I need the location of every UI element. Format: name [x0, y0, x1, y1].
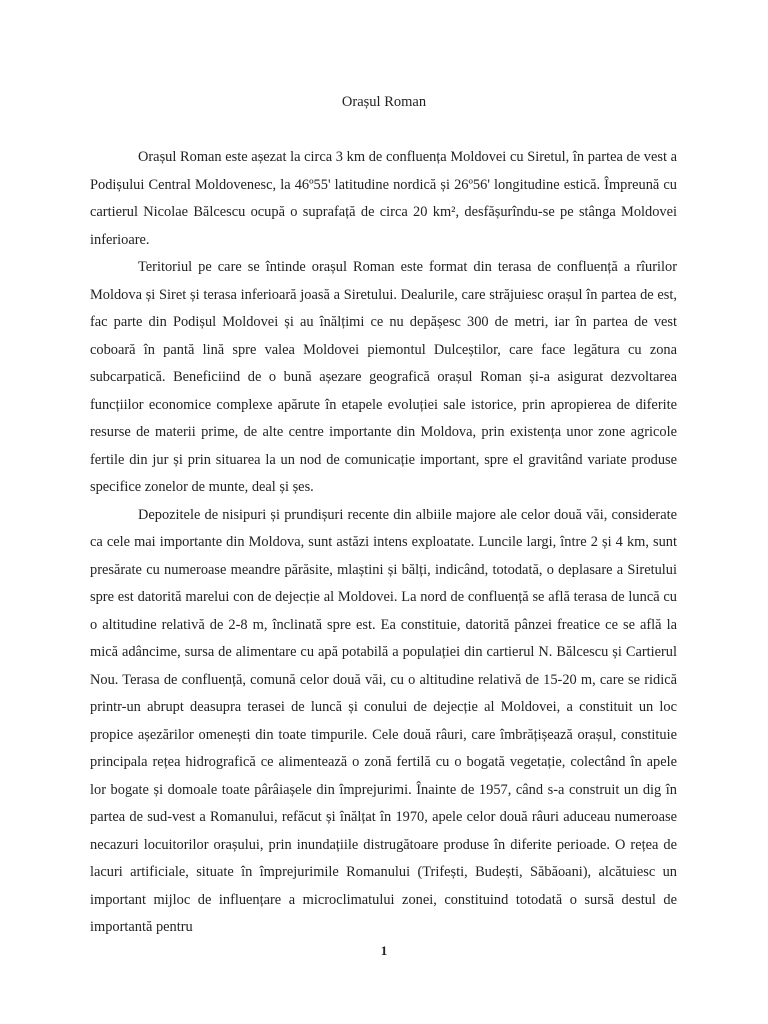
paragraph-deposits: Depozitele de nisipuri și prundișuri recente din albiile majore ale celor două văi, considerate ca cele mai importante din Moldova, sunt astăzi intens exploatate. Luncile largi, între 2 și 4 km, sunt presărate cu numeroase meandre părăsite, mlaștini și bălți, indicând, totodată, o deplasare a Siretului spre est datorită marelui con de dejecție al Moldovei. La nord de confluență se află terasa de luncă cu o altitudine relativă de 2-8 m, înclinată spre est. Ea constituie, datorită pânzei freatice ce se află la mică adâncime, sursa de alimentare cu apă potabilă a populației din cartierul N. Bălcescu și Cartierul Nou. Terasa de confluență, comună celor două văi, cu o altitudine relativă de 15-20 m, care se ridică printr-un abrupt deasupra terasei de luncă și conului de dejecție al Moldovei, a constituit un loc propice așezărilor omenești din toate timpurile. Cele două râuri, care îmbrățișează orașul, constituie principala rețea hidrografică ce alimentează o zonă fertilă cu o bogată vegetație, colectând în apele lor bogate și domoale toate pârâiașele din împrejurimi. Înainte de 1957, când s-a construit un dig în partea de sud-vest a Romanului, refăcut și înălțat în 1970, apele celor două râuri aduceau numeroase necazuri locuitorilor orașului, prin inundațiile distrugătoare produse în diferite perioade. O rețea de lacuri artificiale, situate în împrejurimile Romanului (Trifești, Budești, Săbăoani), alcătuiesc un important mijloc de influențare a microclimatului zonei, constituind totodată o sursă destul de importantă pentru	[90, 506, 677, 935]
page-number: 1	[380, 943, 388, 958]
document-title: Orașul Roman	[341, 94, 427, 110]
document-body	[90, 144, 677, 942]
paragraph-territory: Teritoriul pe care se întinde orașul Roman este format din terasa de confluență a rîurilor Moldova și Siret și terasa inferioară joasă a Siretului. Dealurile, care străjuiesc orașul în partea de est, fac parte din Podișul Moldovei și au înălțimi ce nu depășesc 300 de metri, iar în partea de vest coboară în pantă lină spre valea Moldovei piemontul Dulceștilor, care face legătura cu zona subcarpatică. Beneficiind de o bună așezare geografică orașul Roman și-a asigurat dezvoltarea funcțiilor economice complexe apărute în etapele evoluției sale istorice, prin apropierea de diferite resurse de materii prime, de alte centre importante din Moldova, prin existența unor zone agricole fertile din jur și prin situarea la un nod de comunicație important, spre el gravitând variate produse specifice zonelor de munte, deal și șes.	[90, 259, 677, 495]
paragraph-location: Orașul Roman este așezat la circa 3 km de confluența Moldovei cu Siretul, în partea de vest a Podișului Central Moldovenesc, la 46º55' latitudine nordică și 26º56' longitudine estică. Împreună cu cartierul Nicolae Bălcescu ocupă o suprafață de circa 20 km², desfășurîndu-se pe stânga Moldovei inferioare.	[90, 149, 677, 248]
